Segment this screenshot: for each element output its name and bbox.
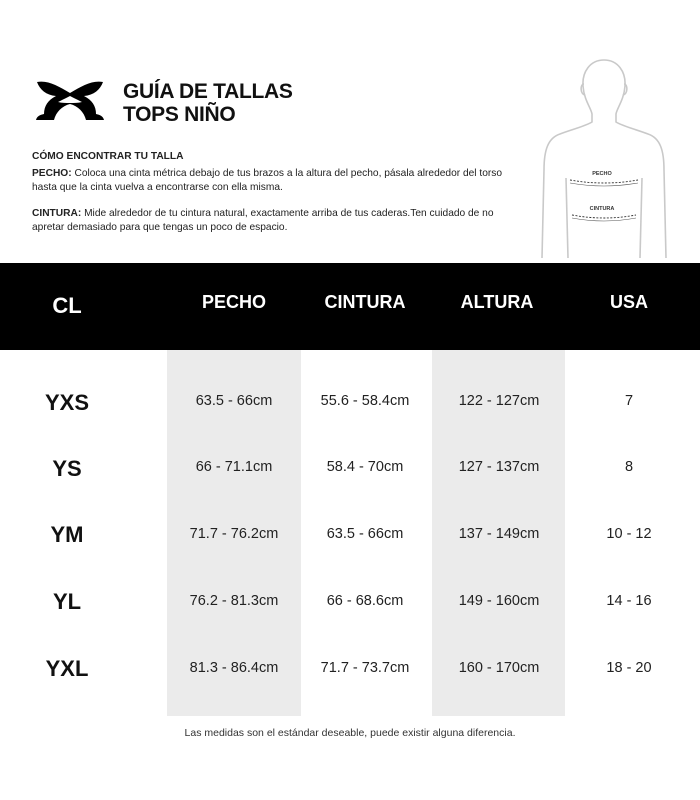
figure-waist-label: CINTURA bbox=[589, 206, 615, 212]
size-label: YXL bbox=[45, 656, 89, 681]
usa-value: 8 bbox=[624, 459, 634, 475]
pecho-value: 63.5 - 66cm bbox=[195, 393, 273, 409]
waist-instruction bbox=[32, 207, 512, 235]
altura-value: 122 - 127cm bbox=[458, 393, 540, 409]
altura-value: 137 - 149cm bbox=[458, 526, 540, 542]
pecho-value: 81.3 - 86.4cm bbox=[189, 660, 279, 676]
altura-value: 127 - 137cm bbox=[458, 459, 540, 475]
size-label: YM bbox=[50, 522, 84, 547]
altura-value: 160 - 170cm bbox=[458, 660, 540, 676]
cintura-value: 71.7 - 73.7cm bbox=[320, 660, 410, 676]
instructions-heading: CÓMO ENCONTRAR TU TALLA bbox=[32, 151, 184, 162]
pecho-value: 66 - 71.1cm bbox=[195, 459, 273, 475]
footer-note: Las medidas son el estándar deseable, puede existir alguna diferencia. bbox=[184, 727, 516, 739]
size-label: YL bbox=[52, 589, 82, 614]
chest-instruction-text: Coloca una cinta métrica debajo de tus brazos a la altura del pecho, pásala alrededor del torso hasta que la cinta vuelva a encontrarse con ella misma. bbox=[32, 168, 503, 193]
usa-value: 10 - 12 bbox=[606, 526, 652, 542]
chest-instruction-label: PECHO: bbox=[32, 168, 72, 179]
body-measurement-figure bbox=[540, 58, 668, 258]
pecho-value: 71.7 - 76.2cm bbox=[189, 526, 279, 542]
usa-value: 14 - 16 bbox=[606, 593, 652, 609]
waist-instruction-text: Mide alrededor de tu cintura natural, exactamente arriba de tus caderas.Ten cuidado de no apretar demasiado para que tengas un poco de espacio. bbox=[32, 208, 494, 233]
chest-instruction bbox=[32, 167, 512, 195]
figure-chest-label: PECHO bbox=[592, 171, 612, 177]
header-cl: CL bbox=[52, 293, 82, 318]
cintura-value: 58.4 - 70cm bbox=[326, 459, 404, 475]
pecho-value: 76.2 - 81.3cm bbox=[189, 593, 279, 609]
header-altura: ALTURA bbox=[460, 292, 534, 312]
instructions bbox=[32, 150, 512, 247]
waist-instruction-label: CINTURA: bbox=[32, 208, 82, 219]
page-title bbox=[123, 80, 293, 126]
size-label: YS bbox=[52, 456, 82, 481]
header-cintura: CINTURA bbox=[324, 292, 406, 312]
title-line-2: TOPS NIÑO bbox=[123, 103, 236, 126]
size-label: YXS bbox=[44, 390, 90, 415]
usa-value: 18 - 20 bbox=[606, 660, 652, 676]
header-usa: USA bbox=[609, 292, 648, 312]
title-line-1: GUÍA DE TALLAS bbox=[123, 80, 293, 103]
altura-value: 149 - 160cm bbox=[458, 593, 540, 609]
header-pecho: PECHO bbox=[201, 292, 266, 312]
usa-value: 7 bbox=[624, 393, 634, 409]
cintura-value: 63.5 - 66cm bbox=[326, 526, 404, 542]
cintura-value: 66 - 68.6cm bbox=[326, 593, 404, 609]
under-armour-logo bbox=[34, 80, 106, 122]
cintura-value: 55.6 - 58.4cm bbox=[320, 393, 410, 409]
